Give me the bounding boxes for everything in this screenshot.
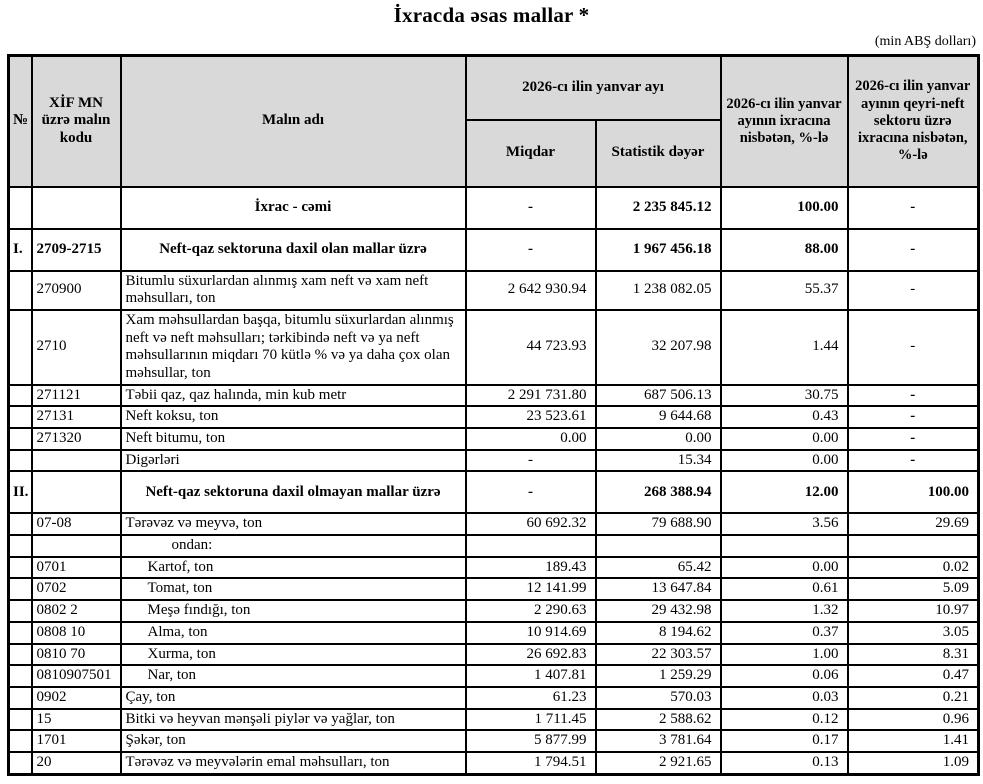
table-row [9, 665, 979, 687]
cell-share: 100.00 [721, 187, 848, 229]
cell-statistik: 79 688.90 [596, 513, 721, 535]
cell-miqdar: 5 877.99 [466, 730, 596, 752]
cell-name: Şəkər, ton [121, 730, 466, 752]
table-row [9, 535, 979, 557]
cell-nonoil: - [848, 385, 979, 407]
cell-statistik: 32 207.98 [596, 310, 721, 385]
cell-no [9, 535, 32, 557]
header-code: XİF MN üzrə malın kodu [32, 56, 121, 187]
cell-miqdar: - [466, 229, 596, 271]
table-row [9, 471, 979, 513]
cell-code [32, 535, 121, 557]
cell-code: 07-08 [32, 513, 121, 535]
cell-code: 0902 [32, 687, 121, 709]
cell-code: 0810 70 [32, 644, 121, 666]
table-row [9, 600, 979, 622]
table-body [9, 187, 979, 775]
cell-nonoil: 0.47 [848, 665, 979, 687]
table-row [9, 557, 979, 579]
cell-statistik: 1 967 456.18 [596, 229, 721, 271]
cell-no [9, 752, 32, 774]
cell-share: 0.43 [721, 406, 848, 428]
table-header [9, 56, 979, 187]
cell-statistik: 22 303.57 [596, 644, 721, 666]
cell-statistik: 268 388.94 [596, 471, 721, 513]
cell-name: Neft-qaz sektoruna daxil olmayan mallar üzrə [121, 471, 466, 513]
table-row [9, 406, 979, 428]
cell-statistik: 0.00 [596, 428, 721, 450]
cell-statistik: 570.03 [596, 687, 721, 709]
cell-share: 0.00 [721, 557, 848, 579]
cell-nonoil: 0.02 [848, 557, 979, 579]
table-row [9, 644, 979, 666]
header-name: Malın adı [121, 56, 466, 187]
cell-name: Alma, ton [121, 622, 466, 644]
cell-no [9, 709, 32, 731]
table-row [9, 428, 979, 450]
table-row [9, 709, 979, 731]
cell-statistik: 1 259.29 [596, 665, 721, 687]
cell-nonoil: - [848, 450, 979, 472]
cell-code [32, 471, 121, 513]
cell-no [9, 187, 32, 229]
cell-statistik: 687 506.13 [596, 385, 721, 407]
table-row [9, 385, 979, 407]
cell-no [9, 557, 32, 579]
cell-name: Xurma, ton [121, 644, 466, 666]
header-no: № [9, 56, 32, 187]
cell-miqdar: - [466, 450, 596, 472]
cell-no [9, 687, 32, 709]
cell-name: Tərəvəz və meyvələrin emal məhsulları, ton [121, 752, 466, 774]
cell-nonoil: - [848, 406, 979, 428]
cell-code: 15 [32, 709, 121, 731]
cell-miqdar: 60 692.32 [466, 513, 596, 535]
cell-name: Meşə fındığı, ton [121, 600, 466, 622]
cell-name: Təbii qaz, qaz halında, min kub metr [121, 385, 466, 407]
table-row [9, 513, 979, 535]
cell-miqdar: 26 692.83 [466, 644, 596, 666]
cell-miqdar: 189.43 [466, 557, 596, 579]
cell-statistik: 65.42 [596, 557, 721, 579]
cell-no [9, 730, 32, 752]
table-row [9, 187, 979, 229]
table-row [9, 687, 979, 709]
cell-share [721, 535, 848, 557]
cell-miqdar: - [466, 187, 596, 229]
cell-code: 27131 [32, 406, 121, 428]
cell-name: İxrac - cəmi [121, 187, 466, 229]
cell-nonoil: 1.41 [848, 730, 979, 752]
cell-share: 3.56 [721, 513, 848, 535]
cell-statistik: 9 644.68 [596, 406, 721, 428]
cell-statistik: 1 238 082.05 [596, 271, 721, 310]
unit-note: (min ABŞ dolları) [874, 34, 976, 49]
cell-code [32, 450, 121, 472]
cell-statistik: 29 432.98 [596, 600, 721, 622]
cell-no [9, 450, 32, 472]
cell-nonoil: 0.21 [848, 687, 979, 709]
table-row [9, 450, 979, 472]
cell-miqdar: 1 794.51 [466, 752, 596, 774]
cell-code: 20 [32, 752, 121, 774]
cell-nonoil: 0.96 [848, 709, 979, 731]
cell-nonoil: - [848, 187, 979, 229]
table-row [9, 271, 979, 310]
cell-share: 0.03 [721, 687, 848, 709]
table-row [9, 578, 979, 600]
header-miqdar: Miqdar [466, 120, 596, 187]
header-share-total: 2026-cı ilin yanvar ayının ixracına nisbətən, %-lə [721, 56, 848, 187]
cell-nonoil: 10.97 [848, 600, 979, 622]
cell-nonoil: 3.05 [848, 622, 979, 644]
cell-no [9, 513, 32, 535]
cell-name: Kartof, ton [121, 557, 466, 579]
cell-share: 1.00 [721, 644, 848, 666]
cell-name: Neft bitumu, ton [121, 428, 466, 450]
cell-share: 88.00 [721, 229, 848, 271]
cell-miqdar: 1 407.81 [466, 665, 596, 687]
table-row [9, 752, 979, 774]
cell-miqdar [466, 535, 596, 557]
cell-share: 30.75 [721, 385, 848, 407]
cell-no [9, 622, 32, 644]
cell-name: ondan: [121, 535, 466, 557]
cell-nonoil: 1.09 [848, 752, 979, 774]
cell-share: 0.61 [721, 578, 848, 600]
cell-statistik: 13 647.84 [596, 578, 721, 600]
cell-miqdar: 12 141.99 [466, 578, 596, 600]
table-row [9, 229, 979, 271]
cell-code: 0808 10 [32, 622, 121, 644]
cell-share: 0.37 [721, 622, 848, 644]
cell-code: 270900 [32, 271, 121, 310]
cell-code: 271121 [32, 385, 121, 407]
cell-miqdar: 2 291 731.80 [466, 385, 596, 407]
cell-nonoil: 100.00 [848, 471, 979, 513]
cell-share: 55.37 [721, 271, 848, 310]
cell-name: Tərəvəz və meyvə, ton [121, 513, 466, 535]
cell-statistik: 2 235 845.12 [596, 187, 721, 229]
cell-name: Xam məhsullardan başqa, bitumlu süxurlardan alınmış neft və neft məhsulları; tərkibində neft və ya neft məhsullarının miqdarı 70 kütlə % və ya daha çox olan məhsullar, ton [121, 310, 466, 385]
cell-code: 2709-2715 [32, 229, 121, 271]
cell-name: Neft koksu, ton [121, 406, 466, 428]
cell-statistik: 2 921.65 [596, 752, 721, 774]
cell-share: 0.17 [721, 730, 848, 752]
cell-nonoil: 8.31 [848, 644, 979, 666]
cell-miqdar: 0.00 [466, 428, 596, 450]
cell-code: 0701 [32, 557, 121, 579]
page-title: İxracda əsas mallar * [393, 3, 590, 27]
cell-miqdar: 2 642 930.94 [466, 271, 596, 310]
cell-nonoil: - [848, 229, 979, 271]
table-row [9, 730, 979, 752]
cell-nonoil: - [848, 310, 979, 385]
cell-miqdar: - [466, 471, 596, 513]
header-share-nonoil: 2026-cı ilin yanvar ayının qeyri-neft sektoru üzrə ixracına nisbətən, %-lə [848, 56, 979, 187]
cell-miqdar: 23 523.61 [466, 406, 596, 428]
cell-share: 12.00 [721, 471, 848, 513]
cell-share: 0.00 [721, 428, 848, 450]
cell-code: 2710 [32, 310, 121, 385]
cell-share: 0.12 [721, 709, 848, 731]
cell-no [9, 644, 32, 666]
table-row [9, 622, 979, 644]
cell-miqdar: 2 290.63 [466, 600, 596, 622]
cell-nonoil: 5.09 [848, 578, 979, 600]
cell-name: Bitki və heyvan mənşəli piylər və yağlar, ton [121, 709, 466, 731]
cell-name: Nar, ton [121, 665, 466, 687]
table-row [9, 310, 979, 385]
header-statistik: Statistik dəyər [596, 120, 721, 187]
cell-miqdar: 10 914.69 [466, 622, 596, 644]
cell-no [9, 578, 32, 600]
cell-code: 0802 2 [32, 600, 121, 622]
exports-table [7, 54, 980, 776]
cell-share: 0.13 [721, 752, 848, 774]
cell-miqdar: 61.23 [466, 687, 596, 709]
cell-no [9, 428, 32, 450]
cell-name: Çay, ton [121, 687, 466, 709]
cell-nonoil: - [848, 428, 979, 450]
cell-no [9, 310, 32, 385]
cell-no [9, 665, 32, 687]
cell-code [32, 187, 121, 229]
cell-nonoil: - [848, 271, 979, 310]
cell-no [9, 271, 32, 310]
cell-share: 0.06 [721, 665, 848, 687]
header-month-group: 2026-cı ilin yanvar ayı [466, 56, 721, 120]
cell-code: 0810907501 [32, 665, 121, 687]
cell-statistik: 15.34 [596, 450, 721, 472]
cell-share: 1.32 [721, 600, 848, 622]
cell-code: 271320 [32, 428, 121, 450]
cell-no [9, 406, 32, 428]
cell-no [9, 600, 32, 622]
cell-name: Digərləri [121, 450, 466, 472]
cell-statistik: 2 588.62 [596, 709, 721, 731]
cell-statistik: 3 781.64 [596, 730, 721, 752]
cell-miqdar: 1 711.45 [466, 709, 596, 731]
cell-share: 1.44 [721, 310, 848, 385]
cell-code: 1701 [32, 730, 121, 752]
cell-no: II. [9, 471, 32, 513]
cell-no [9, 385, 32, 407]
cell-statistik [596, 535, 721, 557]
cell-share: 0.00 [721, 450, 848, 472]
cell-code: 0702 [32, 578, 121, 600]
cell-name: Neft-qaz sektoruna daxil olan mallar üzrə [121, 229, 466, 271]
cell-name: Tomat, ton [121, 578, 466, 600]
cell-statistik: 8 194.62 [596, 622, 721, 644]
cell-nonoil: 29.69 [848, 513, 979, 535]
cell-no: I. [9, 229, 32, 271]
cell-nonoil [848, 535, 979, 557]
cell-miqdar: 44 723.93 [466, 310, 596, 385]
cell-name: Bitumlu süxurlardan alınmış xam neft və xam neft məhsulları, ton [121, 271, 466, 310]
